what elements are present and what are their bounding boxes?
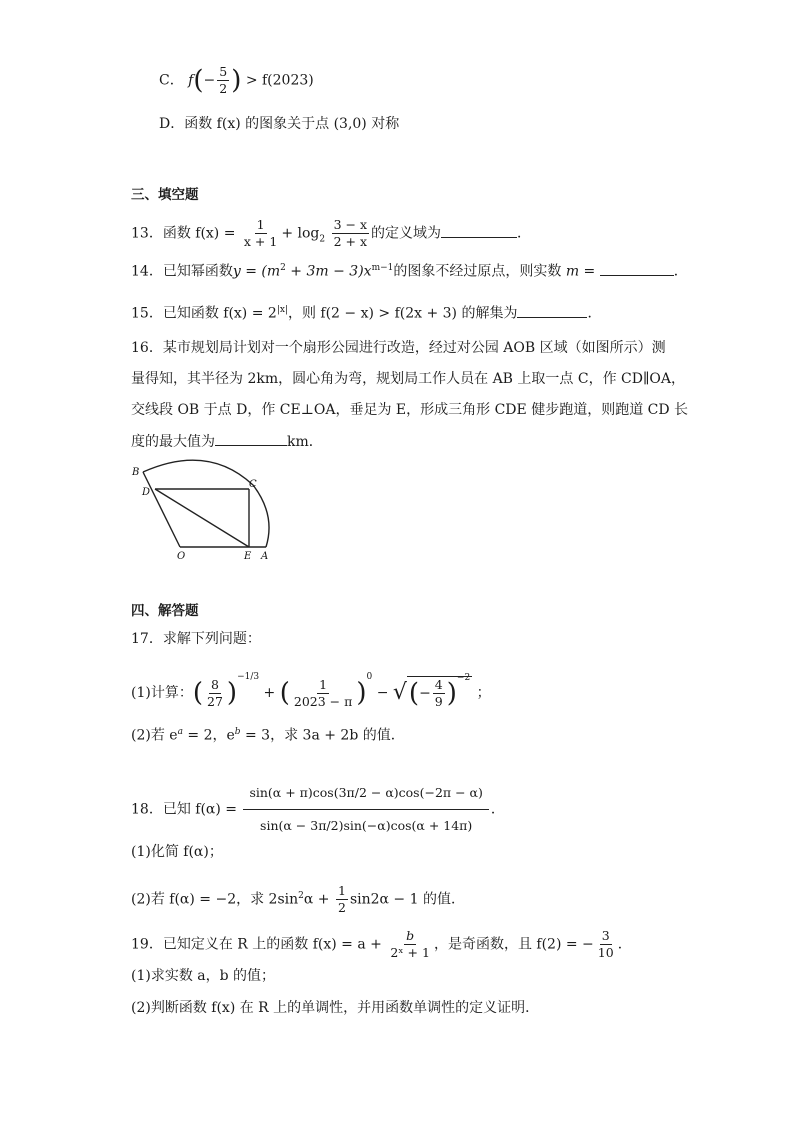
question-16-line-4: 度的最大值为 km． bbox=[131, 431, 323, 452]
sector-arc bbox=[143, 460, 269, 547]
question-18-part-2: (2)若 f(α) = −2，求 $2\sin^2\alpha$ + $\frac{1}{2}$ sin2α − 1 的值． bbox=[131, 883, 465, 915]
question-17-part-1: (1)计算：( $\frac{8}{27}$ )$^{-1/3}$ + ( $\frac{1}{2023 - \pi}$ )$^0$ − √(− $\frac{4}{9}$ )$^{-2}$ ； bbox=[131, 672, 491, 709]
question-16-line-3: 交线段 OB 于点 D，作 CE⊥OA，垂足为 E，形成三角形 CDE 健步跑道，则跑道 CD 长 bbox=[131, 402, 689, 418]
question-19-part-2: (2)判断函数 f(x) 在 R 上的单调性，并用函数单调性的定义证明． bbox=[131, 1000, 540, 1016]
q13-frac-2: $\frac{3 - x}{2 + x}$ bbox=[333, 217, 368, 249]
question-14: 14．已知幂函数$y = (m^2 + 3m - 3)x^{m-1}$的图象不经过原点，则实数 m = ． bbox=[131, 258, 688, 282]
question-19-part-1: (1)求实数 a，b 的值； bbox=[131, 968, 276, 984]
question-16-line-2: 量得知，其半径为 2km，圆心角为弯，规划局工作人员在 AB 上取一点 C，作 CD∥OA， bbox=[131, 371, 686, 387]
option-d-text: 函数 f(x) 的图象关于点 (3,0) 对称 bbox=[184, 116, 400, 132]
segment-ob bbox=[143, 472, 180, 547]
q18-fraction: $\frac{\sin(\alpha + \pi)\cos(3\pi/2 - \alpha)\cos(-2\pi - \alpha)}{\sin(\alpha - 3\pi/2)\sin(-\alpha)\cos(\alpha + 14\pi)}$ bbox=[243, 777, 488, 842]
section-3-title: 三、填空题 bbox=[131, 187, 199, 203]
section-4-title: 四、解答题 bbox=[131, 603, 199, 619]
q13-answer-blank[interactable] bbox=[441, 223, 517, 238]
point-label-a: A bbox=[261, 551, 269, 562]
point-label-d: D bbox=[142, 487, 151, 498]
question-18-part-1: (1)化简 f(α)； bbox=[131, 844, 223, 860]
option-c-label: C． bbox=[159, 72, 184, 89]
option-c-f: f bbox=[188, 72, 194, 89]
segment-de bbox=[155, 489, 249, 547]
question-13: 13．函数 f(x) = $\frac{1}{x + 1}$ + $\log_2$ $\frac{3 - x}{2 + x}$ 的定义域为 ． bbox=[131, 217, 532, 249]
question-19: 19．已知定义在 R 上的函数 f(x) = a + $\frac{b}{\text{2ˣ + 1}}$ ，是奇函数，且 f(2) = − $\frac{3}{10}$ ． bbox=[131, 928, 632, 960]
option-d-label: D． bbox=[159, 116, 185, 132]
question-17-part-2: (2)若 $e^a = 2$，$e^b = 3$，求 3a + 2b 的值． bbox=[131, 727, 405, 744]
question-15: 15．已知函数 $f(x) = 2^{|x|}$，则 f(2 − x) > f(2x + 3) 的解集为 ． bbox=[131, 300, 601, 324]
option-d bbox=[159, 114, 399, 134]
option-c-rhs: > f(2023) bbox=[245, 72, 314, 89]
point-label-e: E bbox=[244, 551, 252, 562]
q13-frac-1: $\frac{1}{x + 1}$ bbox=[243, 217, 278, 249]
question-18: 18．已知 f(α) = $\frac{\sin(\alpha + \pi)\cos(3\pi/2 - \alpha)\cos(-2\pi - \alpha)}{\sin(\alpha - 3\pi/2)\sin(-\alpha)\cos(\alpha + 14\pi)}$ ． bbox=[131, 777, 505, 842]
question-16-line-1: 16．某市规划局计划对一个扇形公园进行改造，经过对公园 AOB 区域（如图所示）测 bbox=[131, 340, 666, 356]
option-c-neg: − bbox=[203, 72, 216, 89]
sector-figure bbox=[128, 455, 278, 563]
question-17-stem: 17．求解下列问题： bbox=[131, 631, 261, 647]
point-label-o: O bbox=[177, 551, 186, 562]
option-c-frac: $\frac{5}{2}$ bbox=[219, 64, 228, 96]
q16-answer-blank[interactable] bbox=[215, 431, 287, 446]
option-c: C． f(− $\frac{5}{2}$ ) > f(2023) bbox=[159, 64, 314, 96]
point-label-b: B bbox=[132, 467, 140, 478]
point-label-c: C bbox=[249, 479, 257, 490]
q15-answer-blank[interactable] bbox=[517, 303, 587, 318]
q14-answer-blank[interactable] bbox=[600, 261, 674, 276]
